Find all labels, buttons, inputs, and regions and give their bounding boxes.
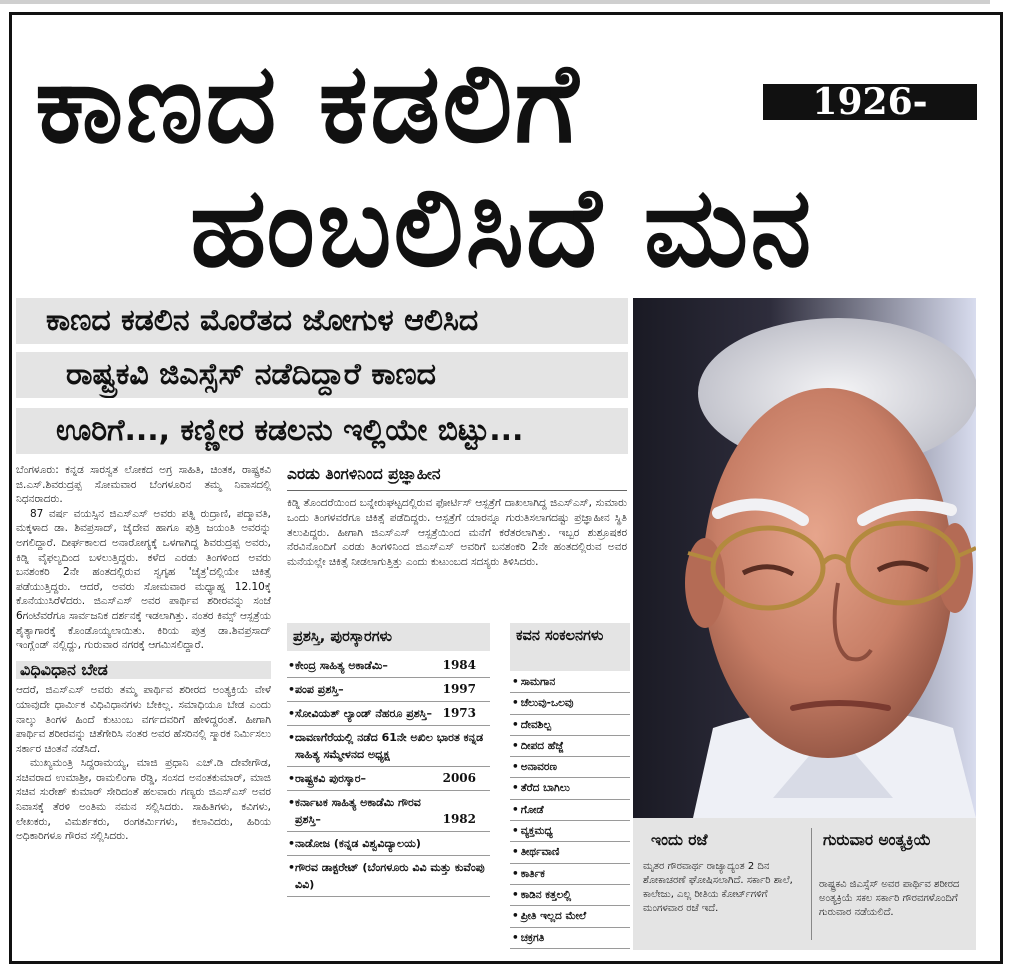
notice-box [633,818,976,950]
years-badge: 1926-2013 [763,84,977,120]
award-item [287,702,490,726]
holiday-body: ಮೃತರ ಗೌರವಾರ್ಥ ರಾಜ್ಯಾದ್ಯಂತ 2 ದಿನ ಶೋಕಾಚರಣೆ ಘೋಷಿಸಲಾಗಿದೆ. ಸರ್ಕಾರಿ ಶಾಲೆ, ಕಾಲೇಜು, ಎಲ್ಲ ರೀತಿಯ ಕೋರ್ಟ್‌ಗಳಿಗೆ ಮಂಗಳವಾರ ರಜೆ ಇದೆ. [643,861,793,914]
bullet-icon: • [512,931,519,944]
poem-item [510,778,630,799]
poem-item [510,672,630,693]
poem-title: ಕಾಡಿನ ಕತ್ತಲಲ್ಲಿ [520,888,572,901]
award-label: ರಾಷ್ಟ್ರಕವಿ ಪುರಸ್ಕಾರ– [295,772,367,785]
award-item [287,791,490,832]
poem-title: ಪ್ರೀತಿ ಇಲ್ಲದ ಮೇಲೆ [520,910,587,923]
bullet-icon: • [512,910,519,923]
bullet-icon: • [288,707,296,720]
award-item [287,726,490,767]
poems-list [510,672,630,949]
bullet-icon: • [512,718,519,731]
bullet-icon: • [288,683,296,696]
deck-line-1: ಕಾಣದ ಕಡಲಿನ ಮೊರೆತದ ಜೋಗುಳ ಆಲಿಸಿದ [16,298,628,344]
deck-line-2: ರಾಷ್ಟ್ರಕವಿ ಜಿಎಸ್ಸೆಸ್ ನಡೆದಿದ್ದಾರೆ ಕಾಣದ [16,352,628,398]
bullet-icon: • [512,846,519,859]
poem-title: ಚೆಲುವು-ಒಲವು [520,697,574,710]
side-story-heading: ಎರಡು ತಿಂಗಳಿನಿಂದ ಪ್ರಜ್ಞಾಹೀನ [287,465,627,491]
portrait-illustration [633,298,976,818]
poem-item [510,864,630,885]
award-year: 1973 [442,706,476,720]
award-year: 1997 [442,682,476,696]
main-story-subhead: ವಿಧಿವಿಧಾನ ಬೇಡ [16,661,271,680]
poem-item [510,885,630,906]
notice-divider [811,828,812,940]
bullet-icon: • [512,825,519,838]
award-year: 1984 [442,658,476,672]
poem-item [510,906,630,927]
poem-item [510,757,630,778]
award-item [287,832,490,856]
bullet-icon: • [512,761,519,774]
award-label: ನಾಡೋಜ (ಕನ್ನಡ ವಿಶ್ವವಿದ್ಯಾಲಯ) [295,837,421,850]
side-story [287,496,627,570]
award-year: 2006 [442,771,476,785]
main-story [16,463,271,844]
poem-title: ತೀರ್ಥವಾಣಿ [520,846,560,859]
award-label: ಸೋವಿಯತ್ ಲ್ಯಾಂಡ್ ನೆಹರೂ ಪ್ರಶಸ್ತಿ– [295,707,433,720]
poem-title: ಸಾಮಗಾನ [520,676,556,688]
main-story-paragraph: ಮುಖ್ಯಮಂತ್ರಿ ಸಿದ್ದರಾಮಯ್ಯ, ಮಾಜಿ ಪ್ರಧಾನಿ ಎಚ್.ಡಿ ದೇವೇಗೌಡ, ಸಚಿವರಾದ ಉಮಾಶ್ರೀ, ರಾಮಲಿಂಗಾ ರೆಡ್ಡಿ, ಸಂಸದ ಅನಂತಕುಮಾರ್, ಮಾಜಿ ಸಚಿವ ಸುರೇಶ್ ಕುಮಾರ್ ಸೇರಿದಂತೆ ಹಲವಾರು ಗಣ್ಯರು ಜಿಎಸ್ಎಸ್ ಅವರ ನಿವಾಸಕ್ಕೆ ತೆರಳಿ ಅಂತಿಮ ನಮನ ಸಲ್ಲಿಸಿದರು. ಸಾಹಿತಿಗಳು, ಕವಿಗಳು, ಲೇಖಕರು, ವಿಮರ್ಶಕರು, ರಂಗಕರ್ಮಿಗಳು, ಕಲಾವಿದರು, ಹಿರಿಯ ಅಧಿಕಾರಿಗಳೂ ಗೌರವ ಸಲ್ಲಿಸಿದರು. [16,757,271,843]
poem-title: ಚಕ್ರಗತಿ [520,931,545,944]
award-item [287,856,490,897]
award-item [287,678,490,702]
poem-item [510,928,630,949]
bullet-icon: • [288,731,296,744]
bullet-icon: • [512,782,519,795]
funeral-body: ರಾಷ್ಟ್ರಕವಿ ಜಿಎಸ್ಸೆಸ್ ಅವರ ಪಾರ್ಥಿವ ಶರೀರದ ಅಂತ್ಯಕ್ರಿಯೆ ಸಕಲ ಸರ್ಕಾರಿ ಗೌರವಗಳೊಂದಿಗೆ ಗುರುವಾರ ನಡೆಯಲಿದೆ. [819,879,960,918]
bullet-icon: • [512,867,519,880]
poem-title: ದೀಪದ ಹೆಜ್ಜೆ [520,739,564,752]
poem-title: ಗೋಡೆ [520,803,544,816]
poem-title: ದೇವಶಿಲ್ಪ [520,718,552,731]
poem-title: ಕಾರ್ತಿಕ [520,867,545,880]
funeral-heading: ಗುರುವಾರ ಅಂತ್ಯಕ್ರಿಯೆ [823,831,932,849]
deck-line-3: ಊರಿಗೆ..., ಕಣ್ಣೀರ ಕಡಲನು ಇಲ್ಲಿಯೇ ಬಿಟ್ಟು... [16,408,628,454]
headline-line-1: ಕಾಣದ ಕಡಲಿಗೆ [35,39,581,167]
main-story-paragraph: 87 ವರ್ಷ ವಯಸ್ಸಿನ ಜಿಎಸ್ಎಸ್ ಅವರು ಪತ್ನಿ ರುದ್ರಾಣಿ, ಪದ್ಮಾವತಿ, ಮಕ್ಕಳಾದ ಡಾ. ಶಿವಪ್ರಸಾದ್, ಜೈದೇವ ಹಾಗೂ ಪುತ್ರಿ ಜಯಂತಿ ಅವರನ್ನು ಅಗಲಿದ್ದಾರೆ. ದೀರ್ಘಕಾಲದ ಅನಾರೋಗ್ಯಕ್ಕೆ ಒಳಗಾಗಿದ್ದ ಶಿವರುದ್ರಪ್ಪ ಅವರು, ಕಿಡ್ನಿ ವೈಫಲ್ಯದಿಂದ ಬಳಲುತ್ತಿದ್ದರು. ಕಳೆದ ಎರಡು ತಿಂಗಳಿಂದ ಅವರು ಬನಶಂಕರಿ 2ನೇ ಹಂತದಲ್ಲಿರುವ ಸ್ವಗೃಹ 'ಚೈತ್ರ'ದಲ್ಲಿಯೇ ಚಿಕಿತ್ಸೆ ಪಡೆಯುತ್ತಿದ್ದರು. ಆದರೆ, ಅವರು ಸೋಮವಾರ ಮಧ್ಯಾಹ್ನ 12.10ಕ್ಕೆ ಕೊನೆಯುಸಿರೆಳೆದರು. ಜಿಎಸ್ಎಸ್ ಅವರ ಪಾರ್ಥಿವ ಶರೀರವನ್ನು ಸಂಜೆ 6ಗಂಟೆವರೆಗೂ ಸಾರ್ವಜನಿಕ ದರ್ಶನಕ್ಕೆ ಇಡಲಾಗಿತ್ತು. ನಂತರ ಕಿಮ್ಸ್ ಆಸ್ಪತ್ರೆಯ ಶೈತ್ಯಾಗಾರಕ್ಕೆ ಕೊಂಡೊಯ್ಯಲಾಯಿತು. ಕಿರಿಯ ಪುತ್ರ ಡಾ.ಶಿವಪ್ರಸಾದ್ ಇಂಗ್ಲೆಂಡ್ ನಲ್ಲಿದ್ದು, ಗುರುವಾರ ನಗರಕ್ಕೆ ಆಗಮಿಸಲಿದ್ದಾರೆ. [16,507,271,652]
bullet-icon: • [288,796,296,809]
main-story-paragraph: ಆದರೆ, ಜಿಎಸ್ಎಸ್ ಅವರು ತಮ್ಮ ಪಾರ್ಥಿವ ಶರೀರದ ಅಂತ್ಯಕ್ರಿಯೆ ವೇಳೆ ಯಾವುದೇ ಧಾರ್ಮಿಕ ವಿಧಿವಿಧಾನಗಳು ಬೇಕಿಲ್ಲ. ಸಮಾಧಿಯೂ ಬೇಡ ಎಂದು ನಾಲ್ಕು ತಿಂಗಳ ಹಿಂದೆ ಕುಟುಂಬ ವರ್ಗದವರಿಗೆ ಹೇಳಿದ್ದರಂತೆ. ಹೀಗಾಗಿ ಪಾರ್ಥಿವ ಶರೀರವನ್ನು ಚಿತೆಗೇರಿಸಿ ನಂತರ ಅವರ ಹೆಸರಿನಲ್ಲಿ ಸ್ಮಾರಕ ನಿರ್ಮಿಸಲು ಸರ್ಕಾರ ಚಿಂತನೆ ನಡೆಸಿದೆ. [16,684,271,755]
poem-item [510,736,630,757]
award-label: ಕೇಂದ್ರ ಸಾಹಿತ್ಯ ಅಕಾಡೆಮಿ– [295,659,388,672]
award-label: ದಾವಣಗೆರೆಯಲ್ಲಿ ನಡೆದ 61ನೇ ಅಖಿಲ ಭಾರತ ಕನ್ನಡ ಸಾಹಿತ್ಯ ಸಮ್ಮೇಳನದ ಅಧ್ಯಕ್ಷ [295,731,484,761]
awards-list [287,654,490,897]
award-year: 1982 [442,812,476,826]
poem-title: ವ್ಯಕ್ತಮಧ್ಯ [520,825,553,838]
main-story-paragraph: ಬೆಂಗಳೂರು: ಕನ್ನಡ ಸಾರಸ್ವತ ಲೋಕದ ಅಗ್ರ ಸಾಹಿತಿ, ಚಿಂತಕ, ರಾಷ್ಟ್ರಕವಿ ಜಿ.ಎಸ್.ಶಿವರುದ್ರಪ್ಪ ಸೋಮವಾರ ಬೆಂಗಳೂರಿನ ತಮ್ಮ ನಿವಾಸದಲ್ಲಿ ನಿಧನರಾದರು. [16,464,271,506]
bullet-icon: • [512,739,519,752]
poem-item [510,842,630,863]
top-rule [0,0,990,4]
award-label: ಪಂಪ ಪ್ರಶಸ್ತಿ– [295,683,344,696]
holiday-heading: ಇಂದು ರಜೆ [651,831,708,849]
poem-title: ತೆರೆದ ಬಾಗಿಲು [520,782,570,795]
bullet-icon: • [512,676,519,688]
poem-item [510,693,630,714]
award-label: ಗೌರವ ಡಾಕ್ಟರೇಟ್ (ಬೆಂಗಳೂರು ವಿವಿ ಮತ್ತು ಕುವೆಂಪು ವಿವಿ) [295,861,485,891]
poems-heading: ಕವನ ಸಂಕಲನಗಳು [510,623,630,671]
bullet-icon: • [512,803,519,816]
bullet-icon: • [512,888,519,901]
bullet-icon: • [288,861,296,874]
poem-item [510,800,630,821]
bullet-icon: • [288,772,296,785]
headline-line-2: ಹಂಬಲಿಸಿದೆ ಮನ [190,163,814,291]
award-item [287,767,490,791]
portrait-photo [633,298,976,818]
bullet-icon: • [512,697,519,710]
poem-item [510,821,630,842]
award-label: ಕರ್ನಾಟಕ ಸಾಹಿತ್ಯ ಅಕಾಡೆಮಿ ಗೌರವ ಪ್ರಶಸ್ತಿ– [295,796,421,826]
award-item [287,654,490,678]
awards-heading: ಪ್ರಶಸ್ತಿ, ಪುರಸ್ಕಾರಗಳು [287,623,490,651]
side-story-body: ಕಿಡ್ನಿ ತೊಂದರೆಯಿಂದ ಬನ್ನೇರುಘಟ್ಟದಲ್ಲಿರುವ ಫೋರ್ಟಿಸ್ ಆಸ್ಪತ್ರೆಗೆ ದಾಖಲಾಗಿದ್ದ ಜಿಎಸ್ಎಸ್, ಸುಮಾರು ಒಂದು ತಿಂಗಳವರೆಗೂ ಚಿಕಿತ್ಸೆ ಪಡೆದಿದ್ದರು. ಆಸ್ಪತ್ರೆಗೆ ಯಾರನ್ನೂ ಗುರುತಿಸಲಾಗದಷ್ಟು ಪ್ರಜ್ಞಾಹೀನ ಸ್ಥಿತಿ ತಲುಪಿದ್ದರು. ಹೀಗಾಗಿ ಜಿಎಸ್ಎಸ್ ಆಸ್ಪತ್ರೆಯಿಂದ ಮನೆಗೆ ಕರೆತರಲಾಗಿತ್ತು. ಇಬ್ಬರ ಶುಶ್ರೂಷಕರ ನೆರವಿನೊಂದಿಗೆ ಎರಡು ತಿಂಗಳಿನಿಂದ ಜಿಎಸ್ಎಸ್ ಅವರಿಗೆ ಬನಶಂಕರಿ 2ನೇ ಹಂತದಲ್ಲಿರುವ ಅವರ ಮನೆಯಲ್ಲೇ ಚಿಕಿತ್ಸೆ ನೀಡಲಾಗುತ್ತಿತ್ತು ಎಂದು ಕುಟುಂಬದ ಸದಸ್ಯರು ತಿಳಿಸಿದರು. [287,497,627,569]
poem-item [510,715,630,736]
bullet-icon: • [288,837,296,850]
poem-title: ಅನಾವರಣ [520,761,557,774]
bullet-icon: • [288,659,296,672]
